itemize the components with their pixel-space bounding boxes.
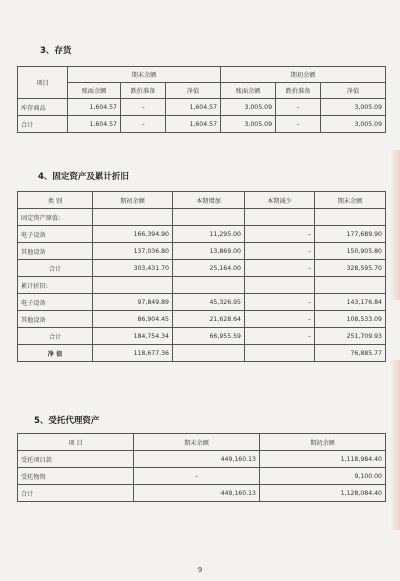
cell: – [121,99,166,116]
cell: 86,904.45 [93,311,173,328]
table-row [18,311,386,328]
cell: – [245,226,315,243]
table-row [18,116,386,133]
cell: 9,100.00 [260,468,386,485]
cell [93,277,173,294]
cell: 1,128,084.40 [260,485,386,502]
table-row [18,226,386,243]
cell: – [245,311,315,328]
cell: – [134,468,260,485]
inventory-table [17,66,386,133]
cell: 118,677.36 [93,345,173,362]
cell: 150,905.80 [315,243,386,260]
cell: 449,160.13 [134,451,260,468]
header-cell: 账面余额 [68,83,121,99]
cell: 108,533.09 [315,311,386,328]
row-label: 其他设备 [18,243,93,260]
header-cell: 项 目 [18,434,134,451]
table-row [18,243,386,260]
cell: – [245,243,315,260]
row-label: 净 值 [18,345,93,362]
table-row [18,294,386,311]
table-row [18,277,386,294]
row-label: 库存商品 [18,99,68,116]
header-cell: 类 别 [18,192,93,209]
cell: 3,005.09 [221,116,276,133]
scan-edge-stain [390,150,400,300]
cell: 21,628.64 [173,311,245,328]
header-cell: 跌价准备 [276,83,321,99]
cell: 3,005.09 [321,116,386,133]
cell: 76,885.77 [315,345,386,362]
row-label: 合计 [18,328,93,345]
table-row [18,260,386,277]
inventory-section-title: 3、存货 [40,46,72,56]
cell: – [245,294,315,311]
cell [245,345,315,362]
cell: 166,394.90 [93,226,173,243]
cell: – [276,116,321,133]
row-label: 合计 [18,260,93,277]
row-label: 电子设备 [18,226,93,243]
cell: 143,176.84 [315,294,386,311]
cell: 3,005.09 [321,99,386,116]
header-cell: 期初余额 [260,434,386,451]
fixed-assets-table [17,191,386,362]
cell: 3,005.09 [221,99,276,116]
cell [173,209,245,226]
row-label: 累计折旧: [18,277,93,294]
cell: 177,689.90 [315,226,386,243]
cell [173,345,245,362]
cell: 97,849.89 [93,294,173,311]
row-label: 其他设备 [18,311,93,328]
header-cell: 净值 [321,83,386,99]
header-cell: 本期减少 [245,192,315,209]
cell: 11,295.00 [173,226,245,243]
cell: 251,709.93 [315,328,386,345]
cell [245,277,315,294]
row-label: 电子设备 [18,294,93,311]
cell [93,209,173,226]
cell: 328,595.70 [315,260,386,277]
page-number: 9 [197,566,203,574]
cell: 1,604.57 [166,116,221,133]
cell [315,209,386,226]
header-cell: 期初余额 [93,192,173,209]
cell: 184,754.34 [93,328,173,345]
table-row [18,328,386,345]
header-cell: 净值 [166,83,221,99]
cell: 1,604.57 [68,116,121,133]
table-row [18,209,386,226]
fixed-assets-section-title: 4、固定资产及累计折旧 [38,172,129,182]
cell: – [121,116,166,133]
table-row [18,451,386,468]
scan-edge-stain [390,360,400,530]
cell [245,209,315,226]
row-label: 合计 [18,116,68,133]
table-row [18,485,386,502]
cell: 13,869.00 [173,243,245,260]
row-label: 合计 [18,485,134,502]
cell: 45,326.95 [173,294,245,311]
header-cell: 跌价准备 [121,83,166,99]
header-cell: 期末余额 [68,67,221,83]
table-row [18,468,386,485]
cell: 1,604.57 [166,99,221,116]
cell: 303,431.70 [93,260,173,277]
cell: 449,160.13 [134,485,260,502]
cell: 66,955.59 [173,328,245,345]
cell: – [245,260,315,277]
row-label: 受托物资 [18,468,134,485]
header-cell: 账面余额 [221,83,276,99]
table-row [18,345,386,362]
header-cell: 期末余额 [315,192,386,209]
cell [315,277,386,294]
entrusted-assets-section-title: 5、受托代理资产 [34,416,100,426]
cell [173,277,245,294]
header-cell: 期初余额 [221,67,386,83]
header-cell: 期末余额 [134,434,260,451]
header-cell: 本期增加 [173,192,245,209]
cell: 1,118,984.40 [260,451,386,468]
entrusted-assets-table [17,433,386,502]
cell: 1,604.57 [68,99,121,116]
cell: – [245,328,315,345]
cell: – [276,99,321,116]
cell: 25,164.00 [173,260,245,277]
header-cell: 项目 [18,67,68,99]
row-label: 受托项目款 [18,451,134,468]
row-label: 固定资产原值: [18,209,93,226]
cell: 137,036.80 [93,243,173,260]
table-row [18,99,386,116]
